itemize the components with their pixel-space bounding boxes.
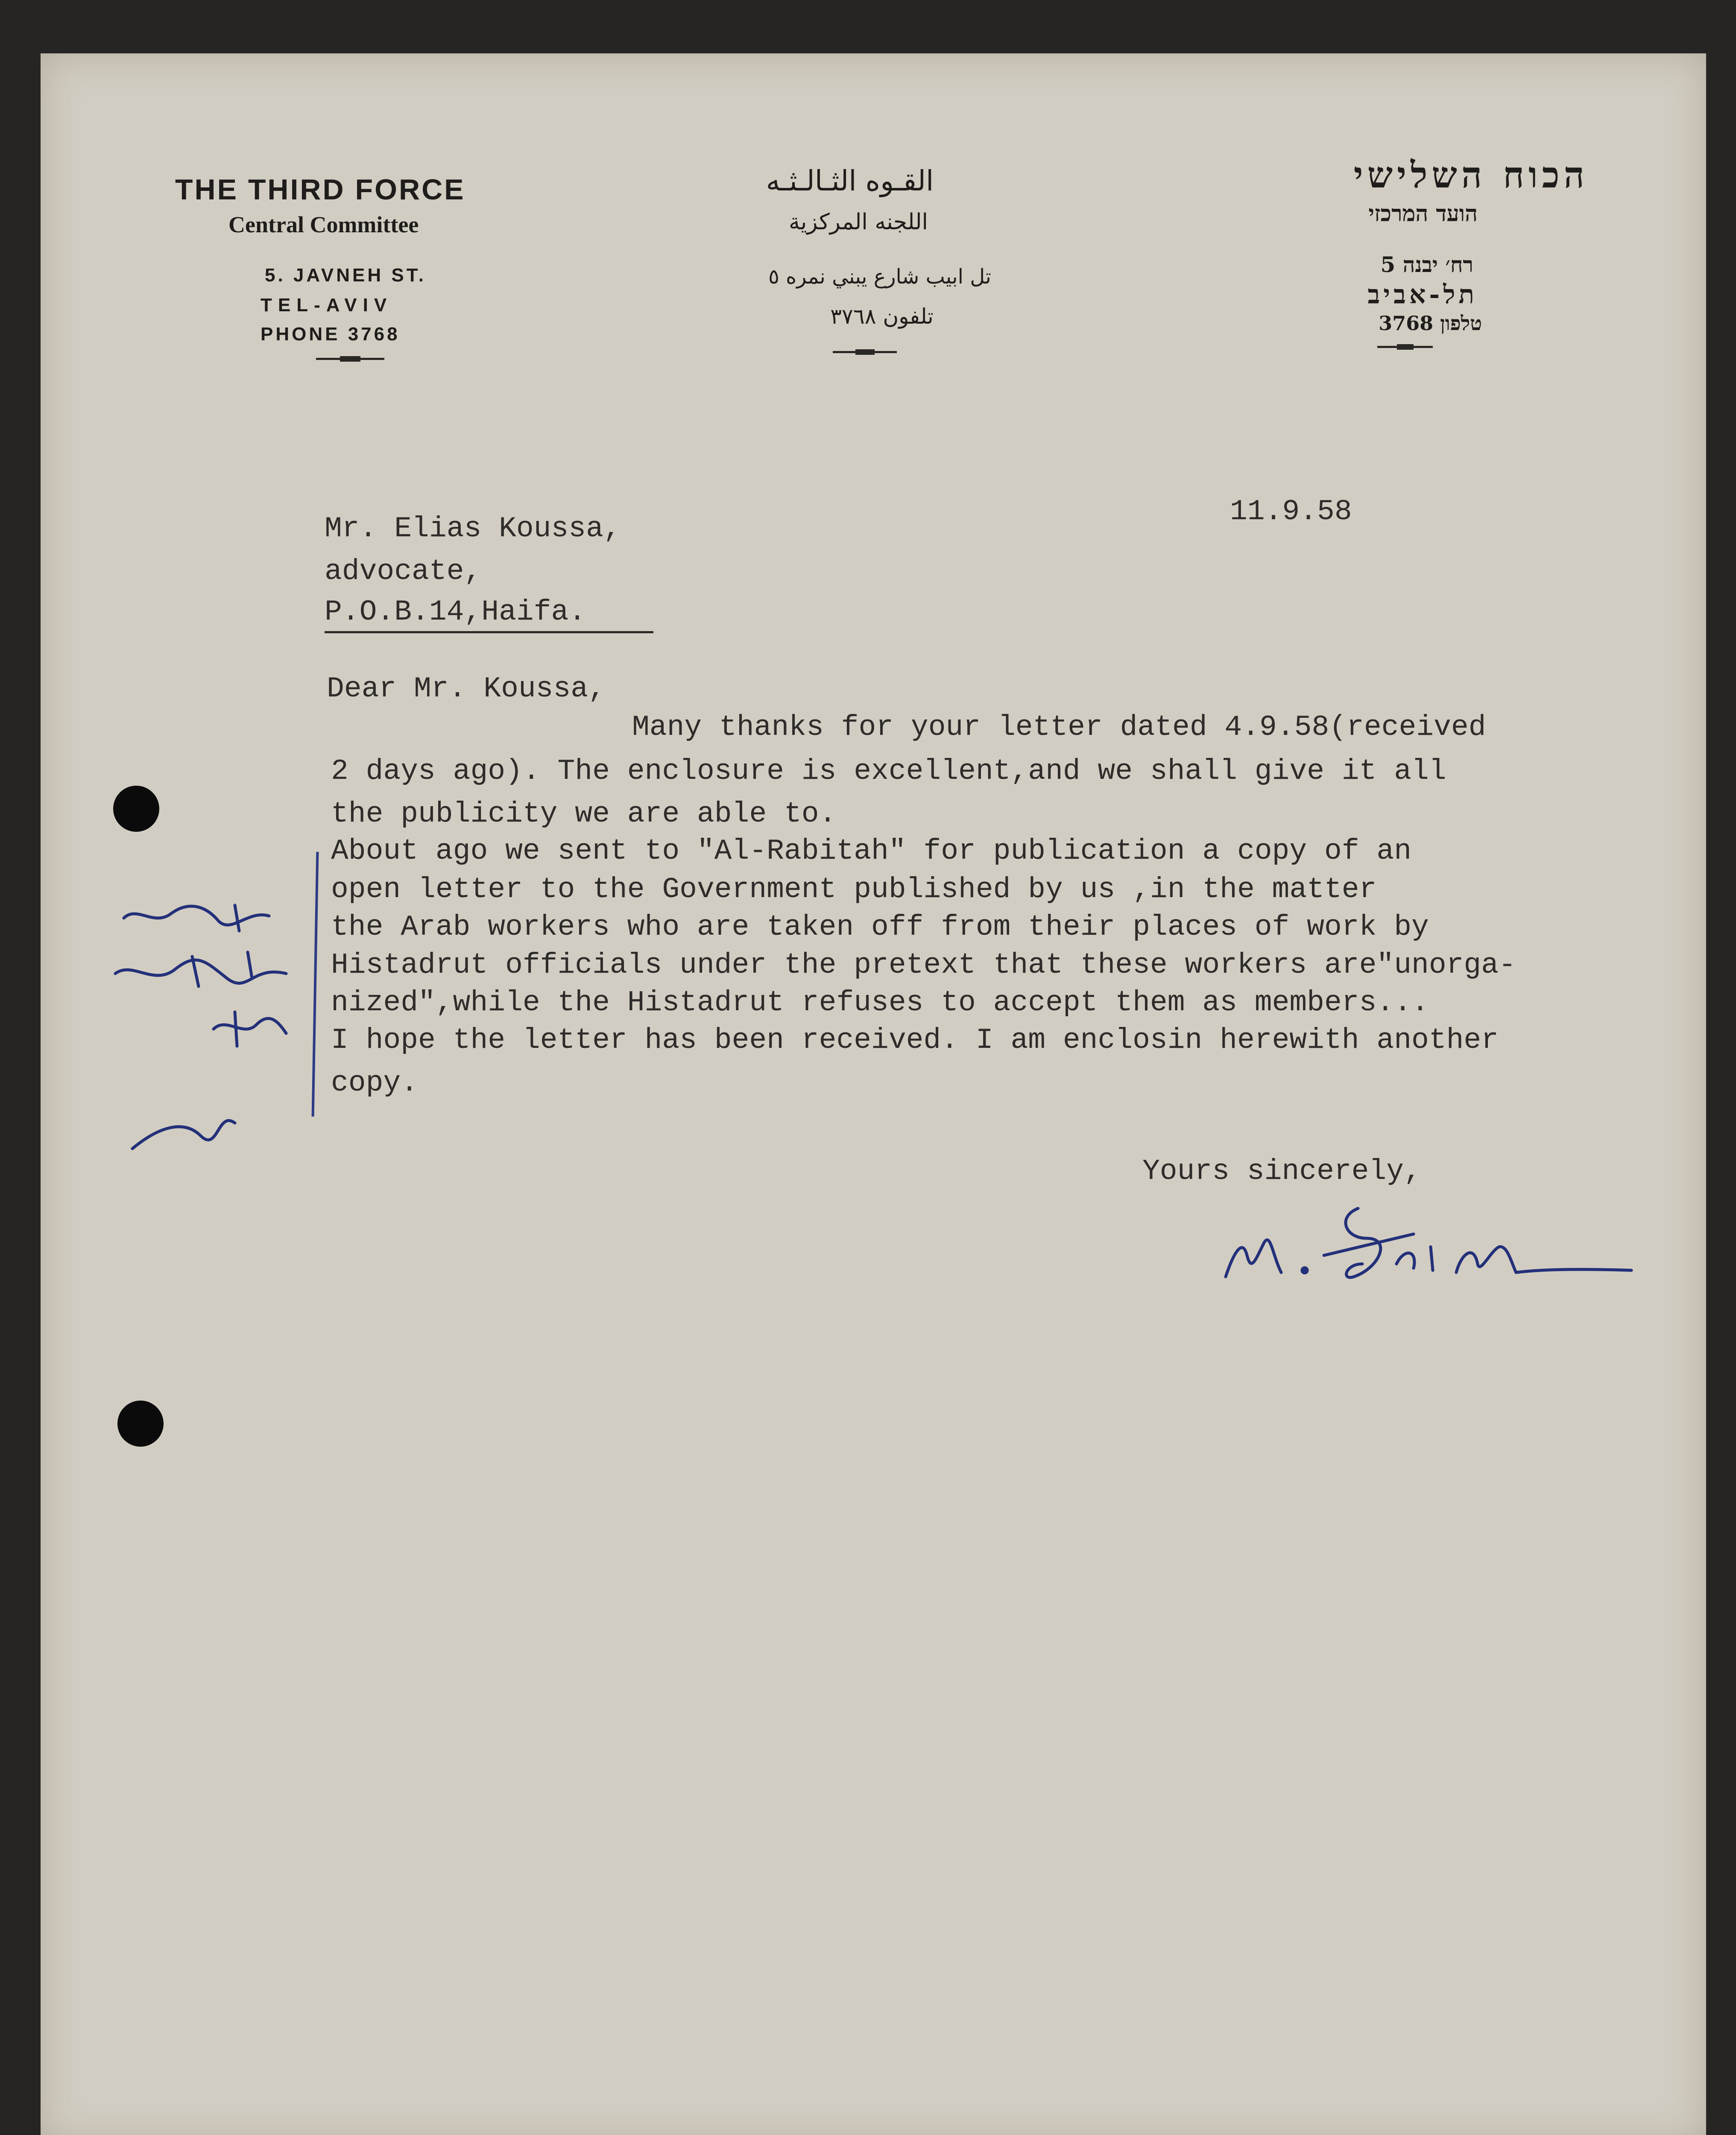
- body-line-9: I hope the letter has been received. I am enclosin herewith another: [331, 1024, 1499, 1057]
- recipient-line-title: advocate,: [325, 555, 482, 588]
- closing: Yours sincerely,: [1142, 1155, 1421, 1188]
- letterhead-divider-english: [316, 358, 384, 360]
- recipient-line-address: P.O.B.14,Haifa.: [325, 596, 586, 629]
- body-line-8: nized",while the Histadrut refuses to accept them as members...: [331, 986, 1429, 1019]
- recipient-underline: [325, 631, 653, 633]
- letterhead-divider-hebrew: [1377, 346, 1433, 348]
- letterhead-divider-arabic: [833, 351, 897, 353]
- handwritten-margin-note: [107, 888, 307, 1166]
- handwritten-signature: [1217, 1191, 1644, 1302]
- letterhead-street-english: 5. JAVNEH ST.: [265, 265, 426, 286]
- body-line-5: open letter to the Government published by us ,in the matter: [331, 873, 1377, 906]
- letterhead-address-arabic: تل ابيب شارع يبني نمره ٥: [768, 265, 991, 289]
- body-line-7: Histadrut officials under the pretext that these workers are"unorga-: [331, 949, 1516, 982]
- recipient-line-name: Mr. Elias Koussa,: [325, 512, 621, 545]
- letterhead-city-hebrew: תל-אביב: [1367, 280, 1478, 310]
- punch-hole-lower: [117, 1401, 164, 1447]
- punch-hole-upper: [113, 786, 159, 832]
- letter-date: 11.9.58: [1230, 495, 1352, 528]
- salutation: Dear Mr. Koussa,: [327, 673, 606, 705]
- body-line-2: 2 days ago). The enclosure is excellent,and we shall give it all: [331, 755, 1446, 788]
- body-line-6: the Arab workers who are taken off from their places of work by: [331, 911, 1429, 944]
- letterhead-city-english: TEL-AVIV: [261, 295, 393, 316]
- letterhead-phone-arabic: تلفون ٣٧٦٨: [830, 304, 934, 329]
- letterhead-phone-hebrew: טלפון 3768: [1379, 312, 1482, 335]
- body-line-10: copy.: [331, 1067, 419, 1100]
- letterhead-org-hebrew: הכוח השלישי: [1353, 154, 1589, 196]
- body-line-4: About ago we sent to "Al-Rabitah" for publication a copy of an: [331, 835, 1412, 868]
- letterhead-street-hebrew: רח׳ יבנה 5: [1380, 252, 1473, 277]
- body-line-1: Many thanks for your letter dated 4.9.58(received: [632, 711, 1486, 744]
- body-line-3: the publicity we are able to.: [331, 798, 837, 831]
- letterhead-org-english: THE THIRD FORCE: [175, 173, 465, 206]
- letterhead-committee-english: Central Committee: [228, 212, 419, 237]
- letterhead-phone-english: PHONE 3768: [261, 324, 400, 345]
- letterhead-committee-hebrew: הועד המרכזי: [1368, 201, 1478, 227]
- letterhead-org-arabic: القـوه الثـالـثـه: [766, 164, 934, 197]
- letterhead-committee-arabic: اللجنه المركزية: [788, 209, 928, 235]
